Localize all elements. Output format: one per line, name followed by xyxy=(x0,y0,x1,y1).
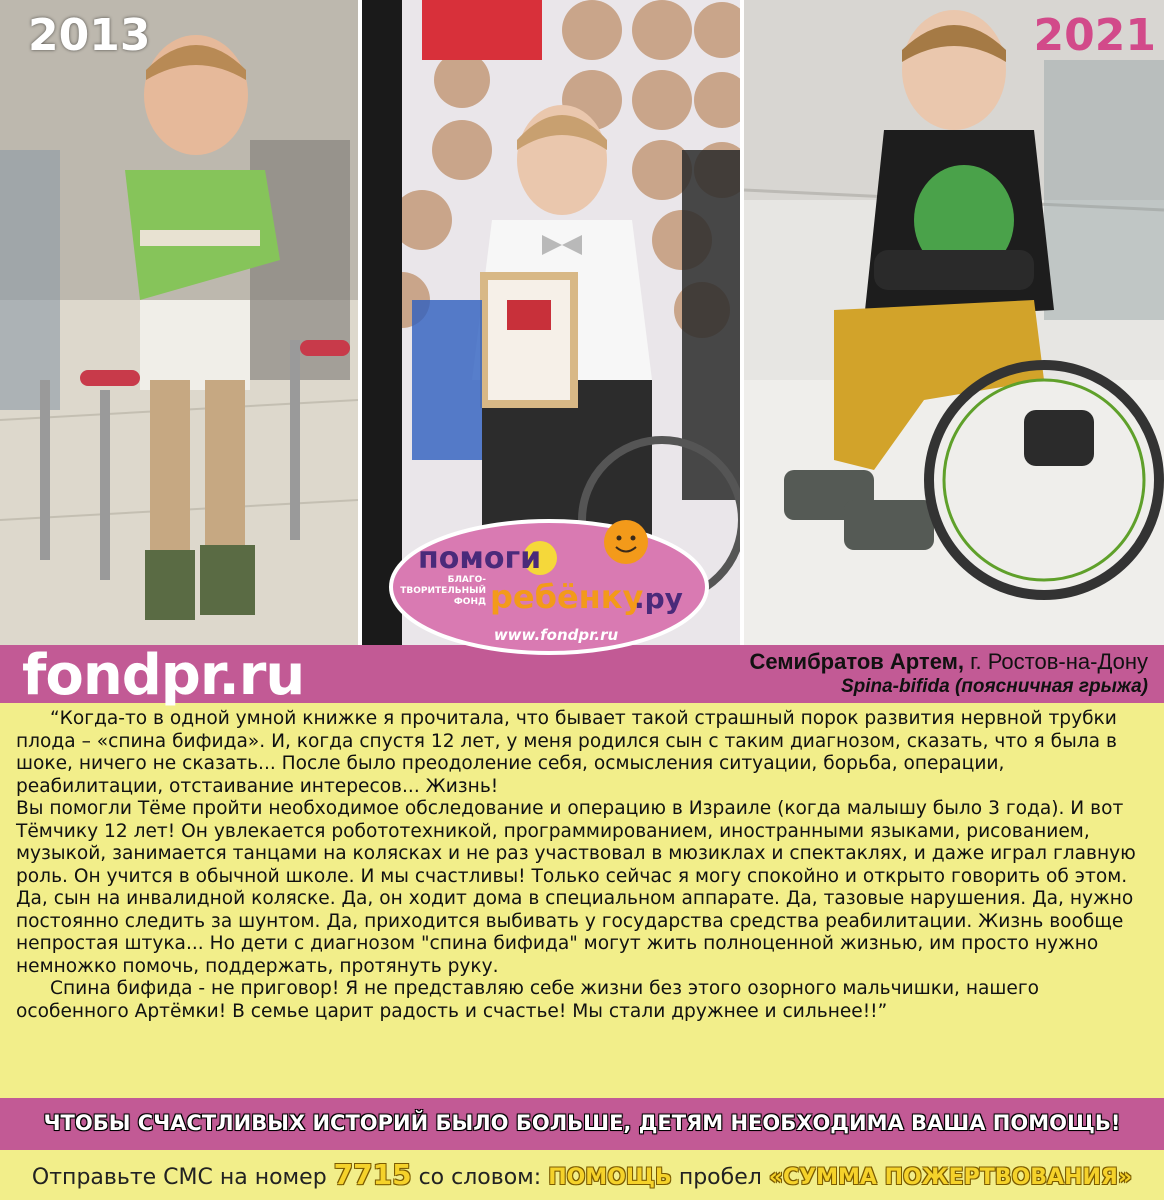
year-2021-label: 2021 xyxy=(1033,10,1156,61)
person-name: Семибратов Артем, xyxy=(749,649,965,674)
person-name-line xyxy=(749,648,1148,676)
photo-2021 xyxy=(744,0,1164,645)
sms-number: 7715 xyxy=(333,1158,412,1191)
logo-fund-line1: БЛАГО- xyxy=(447,575,486,585)
logo-url: www.fondpr.ru xyxy=(493,626,619,644)
sms-word: ПОМОЩЬ xyxy=(548,1165,672,1190)
story-paragraph-2: Вы помогли Тёме пройти необходимое обследование и операцию в Израиле (когда малышу было 3 года). И вот Тёмчику 12 лет! Он увлекается робототехникой, программированием, иностранными языками, рисованием, музыкой, занимается танцами на колясках и не раз участвовал в мюзиклах и спектаклях, и даже играл главную роль. Он учится в обычной школе. И мы счастливы! Только сейчас я могу спокойно и открыто говорить об этом. Да, сын на инвалидной коляске. Да, он ходит дома в специальном аппарате. Да, тазовые нарушения. Да, нужно постоянно следить за шунтом. Да, приходится выбивать у государства средства реабилитации. Жизнь вообще непростая штука... Но дети с диагнозом "спина бифида" могут жить полноценной жизнью, им просто нужно немножко помочь, поддержать, протянуть руку. xyxy=(16,798,1136,977)
sms-mid: со словом: xyxy=(411,1165,549,1190)
person-diagnosis: Spina-bifida (поясничная грыжа) xyxy=(840,676,1148,697)
photo-2021-image xyxy=(744,0,1164,645)
sms-amount: «СУММА ПОЖЕРТВОВАНИЯ» xyxy=(768,1165,1133,1190)
logo-line2: ребёнку xyxy=(490,578,644,616)
story-text xyxy=(16,708,1156,1023)
logo-suffix: .ру xyxy=(634,582,683,615)
charity-logo xyxy=(388,518,710,656)
photo-2013-image xyxy=(0,0,358,645)
logo-fund-line3: ФОНД xyxy=(453,597,486,607)
sms-prefix: Отправьте СМС на номер xyxy=(31,1165,334,1190)
site-name: fondpr.ru xyxy=(22,643,305,708)
story-paragraph-1: “Когда-то в одной умной книжке я прочитала, что бывает такой страшный порок развития нервной трубки плода – «спина бифида». И, когда спустя 12 лет, у меня родился сын с таким диагнозом, сказать, что я была в шоке, ничего не сказать... После было преодоление себя, осмысления ситуации, борьба, операции, реабилитации, отстаивание интересов... Жизнь! xyxy=(16,708,1117,797)
year-2013-label: 2013 xyxy=(28,10,151,61)
charity-logo-graphic xyxy=(388,518,710,656)
person-city: г. Ростов-на-Дону xyxy=(964,649,1148,674)
cta-text: ЧТОБЫ СЧАСТЛИВЫХ ИСТОРИЙ БЫЛО БОЛЬШЕ, ДЕТЯМ НЕОБХОДИМА ВАША ПОМОЩЬ! xyxy=(43,1111,1121,1135)
sms-space: пробел xyxy=(671,1165,769,1190)
logo-fund-line2: ТВОРИТЕЛЬНЫЙ xyxy=(400,586,486,596)
logo-line1: помоги xyxy=(418,541,542,576)
story-paragraph-3: Спина бифида - не приговор! Я не представляю себе жизни без этого озорного мальчишки, нашего особенного Артёмки! В семье царит радость и счастье! Мы стали дружнее и сильнее!!” xyxy=(16,978,1040,1022)
photo-2013 xyxy=(0,0,358,645)
person-info xyxy=(749,648,1148,698)
sms-instructions xyxy=(0,1158,1164,1195)
